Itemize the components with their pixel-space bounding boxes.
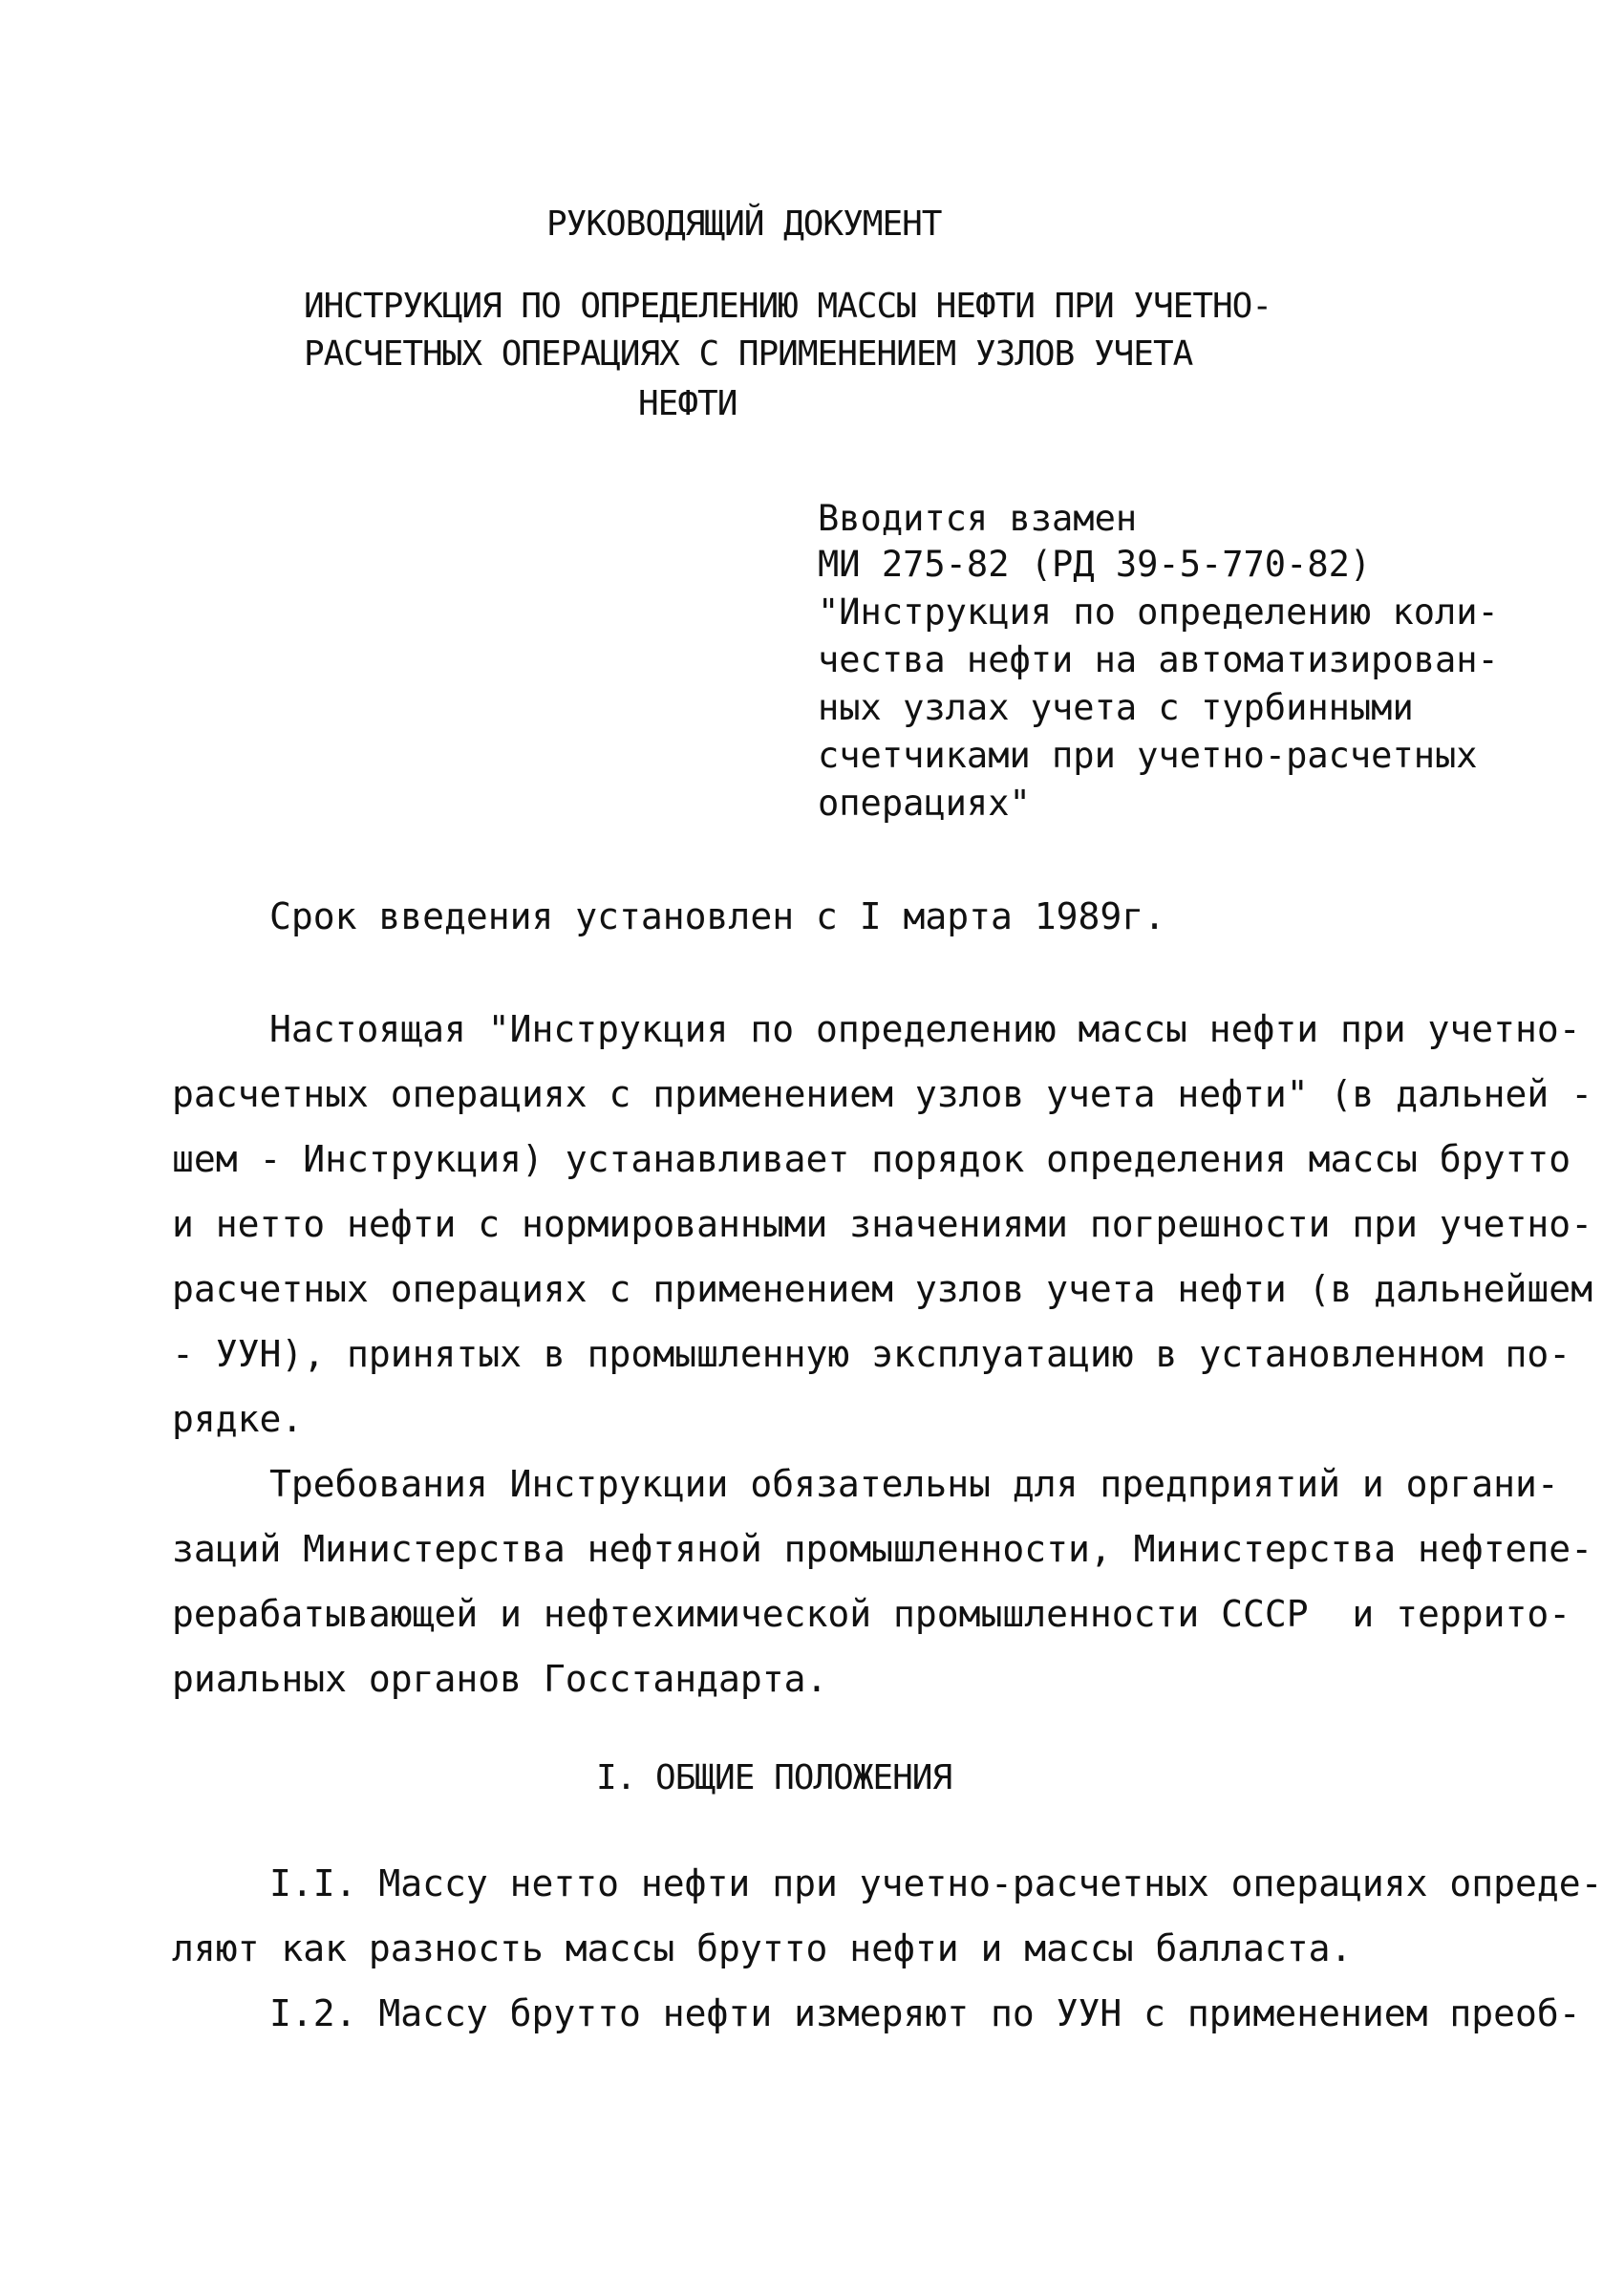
clause-1-1-line-1: I.I. Массу нетто нефти при учетно-расчетных операциях опреде- — [269, 1862, 1603, 1904]
effective-date: Срок введения установлен с I марта 1989г. — [269, 895, 1165, 937]
intro-p2-line-4: риальных органов Госстандарта. — [172, 1658, 828, 1700]
clause-1-1-line-2: ляют как разность массы брутто нефти и массы балласта. — [172, 1927, 1353, 1969]
replaces-line-2: МИ 275-82 (РД 39-5-770-82) — [818, 544, 1372, 585]
intro-p2-line-1: Требования Инструкции обязательны для предприятий и органи- — [269, 1463, 1559, 1505]
replaces-line-3: "Инструкция по определению коли- — [818, 592, 1499, 633]
intro-p1-line-3: шем - Инструкция) устанавливает порядок определения массы брутто — [172, 1138, 1571, 1180]
title-line-2: РАСЧЕТНЫХ ОПЕРАЦИЯХ С ПРИМЕНЕНИЕМ УЗЛОВ УЧЕТА — [304, 334, 1193, 374]
replaces-line-4: чества нефти на автоматизирован- — [818, 639, 1499, 680]
clause-1-2-line-1: I.2. Массу брутто нефти измеряют по УУН с применением преоб- — [269, 1992, 1581, 2034]
replaces-line-7: операциях" — [818, 783, 1031, 824]
intro-p2-line-2: заций Министерства нефтяной промышленности, Министерства нефтепе- — [172, 1528, 1593, 1570]
section-1-title: I. ОБЩИЕ ПОЛОЖЕНИЯ — [596, 1758, 952, 1797]
title-line-1: ИНСТРУКЦИЯ ПО ОПРЕДЕЛЕНИЮ МАССЫ НЕФТИ ПРИ УЧЕТНО- — [304, 287, 1272, 326]
intro-p1-line-7: рядке. — [172, 1398, 304, 1440]
intro-p1-line-2: расчетных операциях с применением узлов учета нефти" (в дальней - — [172, 1073, 1593, 1115]
title-line-3: НЕФТИ — [638, 384, 737, 423]
doc-type-heading: РУКОВОДЯЩИЙ ДОКУМЕНТ — [546, 204, 942, 244]
replaces-line-5: ных узлах учета с турбинными — [818, 687, 1414, 728]
intro-p1-line-6: - УУН), принятых в промышленную эксплуатацию в установленном по- — [172, 1333, 1571, 1375]
replaces-line-6: счетчиками при учетно-расчетных — [818, 735, 1478, 776]
replaces-line-1: Вводится взамен — [818, 498, 1138, 539]
intro-p1-line-5: расчетных операциях с применением узлов учета нефти (в дальнейшем — [172, 1268, 1593, 1310]
intro-p2-line-3: рерабатывающей и нефтехимической промышленности СССР и террито- — [172, 1593, 1571, 1635]
intro-p1-line-4: и нетто нефти с нормированными значениями погрешности при учетно- — [172, 1203, 1593, 1245]
intro-p1-line-1: Настоящая "Инструкция по определению массы нефти при учетно- — [269, 1008, 1581, 1050]
